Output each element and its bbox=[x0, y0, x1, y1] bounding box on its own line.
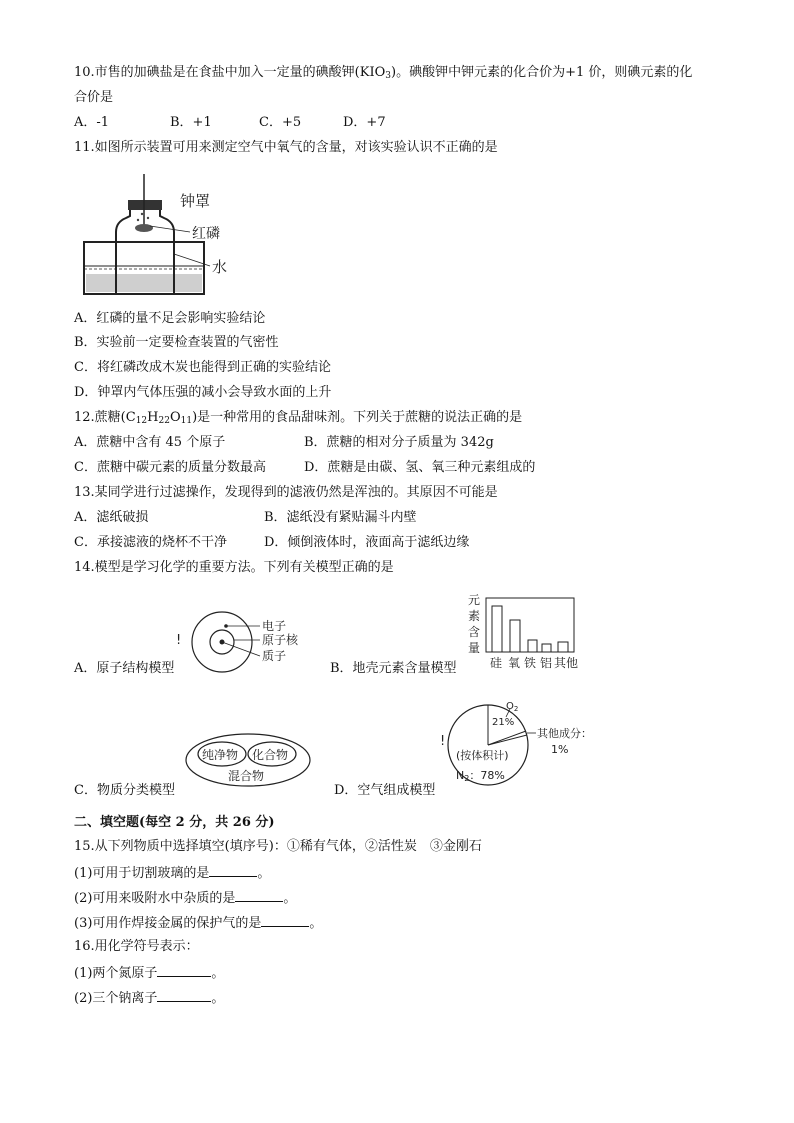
classification-model-figure bbox=[176, 730, 316, 790]
q11-option-d: D．钟罩内气体压强的减小会导致水面的上升 bbox=[74, 385, 332, 400]
q14-option-b: B．地壳元素含量模型 bbox=[330, 661, 457, 676]
electron-label: 电子 bbox=[262, 619, 287, 633]
q12-stem: 12.蔗糖$(C_{12}H_{22}O_{11})$是一种常用的食品甜味剂。下列关于蔗糖的说法正确的是 bbox=[74, 410, 523, 426]
o2-label: $O_2$ bbox=[506, 701, 519, 713]
svg-text:!: ! bbox=[176, 633, 182, 648]
proton-label: 质子 bbox=[262, 649, 287, 663]
q15-item-1: (1)可用于切割玻璃的是 。 bbox=[74, 863, 270, 883]
q13-option-d: D．倾倒液体时，液面高于滤纸边缘 bbox=[264, 535, 470, 550]
q14-option-c: C．物质分类模型 bbox=[74, 783, 175, 798]
q16-item-2: (2)三个钠离子 。 bbox=[74, 988, 224, 1008]
q14-option-d: D．空气组成模型 bbox=[334, 783, 436, 798]
o2-percent-label: 21% bbox=[492, 717, 515, 728]
q15-item-3: (3)可用作焊接金属的保护气的是 。 bbox=[74, 913, 322, 933]
q10-stem-line1: 10.市售的加碘盐是在食盐中加入一定量的碘酸钾$(KIO_3)$。碘酸钾中钾元素的化合价为+1 价，则碘元素的化 bbox=[74, 65, 693, 81]
q12-option-b: B．蔗糖的相对分子质量为 342g bbox=[304, 435, 494, 450]
air-composition-pie-figure bbox=[440, 695, 630, 790]
crust-cat-al: 铝 bbox=[540, 656, 553, 670]
q11-stem: 11.如图所示装置可用来测定空气中氧气的含量，对该实验认识不正确的是 bbox=[74, 140, 498, 155]
crust-ylabel-3: 含 bbox=[468, 625, 481, 639]
other-components-label: 其他成分： bbox=[537, 727, 592, 740]
svg-text:!: ! bbox=[440, 734, 446, 749]
n2-label: N2：78% bbox=[456, 769, 505, 783]
answer-blank[interactable] bbox=[235, 888, 283, 902]
crust-ylabel-4: 量 bbox=[468, 641, 481, 655]
q16-item-1: (1)两个氮原子 。 bbox=[74, 963, 224, 983]
crust-cat-o: 氧 bbox=[508, 656, 521, 670]
q12-option-d: D．蔗糖是由碳、氢、氧三种元素组成的 bbox=[304, 460, 536, 475]
q10-option-b: B．+1 bbox=[170, 115, 212, 130]
answer-blank[interactable] bbox=[209, 863, 257, 877]
q13-option-c: C．承接滤液的烧杯不干净 bbox=[74, 535, 227, 550]
other-components-percent: 1% bbox=[551, 743, 569, 756]
q11-option-c: C．将红磷改成木炭也能得到正确的实验结论 bbox=[74, 360, 331, 375]
q15-item-2: (2)可用来吸附水中杂质的是 。 bbox=[74, 888, 296, 908]
compound-label: 化合物 bbox=[252, 748, 289, 762]
answer-blank[interactable] bbox=[157, 963, 211, 977]
red-phosphorus-label: 红磷 bbox=[192, 226, 220, 242]
q10-stem-line2: 合价是 bbox=[74, 90, 114, 105]
section-2-title: 二、填空题(每空 2 分，共 26 分) bbox=[74, 815, 275, 830]
nucleus-label: 原子核 bbox=[262, 633, 299, 647]
q10-option-d: D．+7 bbox=[343, 115, 386, 130]
q16-stem: 16.用化学符号表示： bbox=[74, 939, 199, 954]
q11-option-a: A．红磷的量不足会影响实验结论 bbox=[74, 311, 266, 326]
crust-ylabel-2: 素 bbox=[468, 609, 481, 623]
crust-element-chart-figure bbox=[466, 592, 586, 672]
q11-option-b: B．实验前一定要检查装置的气密性 bbox=[74, 335, 279, 350]
crust-cat-si: 硅 bbox=[490, 656, 503, 670]
volume-basis-label: (按体积计) bbox=[456, 749, 509, 762]
bell-jar-apparatus-figure bbox=[80, 170, 240, 300]
q10-option-a: A．-1 bbox=[74, 115, 110, 130]
crust-cat-other: 其他 bbox=[554, 656, 579, 670]
q14-option-a: A．原子结构模型 bbox=[74, 661, 175, 676]
water-label: 水 bbox=[212, 258, 228, 276]
bell-jar-label: 钟罩 bbox=[180, 192, 211, 210]
q12-option-c: C．蔗糖中碳元素的质量分数最高 bbox=[74, 460, 266, 475]
q13-option-b: B．滤纸没有紧贴漏斗内壁 bbox=[264, 510, 417, 525]
q14-stem: 14.模型是学习化学的重要方法。下列有关模型正确的是 bbox=[74, 560, 394, 575]
q13-stem: 13.某同学进行过滤操作，发现得到的滤液仍然是浑浊的。其原因不可能是 bbox=[74, 485, 498, 500]
crust-ylabel-1: 元 bbox=[468, 593, 481, 607]
atom-structure-figure bbox=[176, 610, 316, 674]
q10-option-c: C．+5 bbox=[259, 115, 302, 130]
q13-option-a: A．滤纸破损 bbox=[74, 510, 149, 525]
answer-blank[interactable] bbox=[157, 988, 211, 1002]
q15-stem: 15.从下列物质中选择填空(填序号)：①稀有气体，②活性炭 ③金刚石 bbox=[74, 839, 482, 854]
answer-blank[interactable] bbox=[261, 913, 309, 927]
mixture-label: 混合物 bbox=[228, 769, 265, 783]
pure-substance-label: 纯净物 bbox=[202, 748, 239, 762]
q12-option-a: A．蔗糖中含有 45 个原子 bbox=[74, 435, 226, 450]
crust-cat-fe: 铁 bbox=[524, 656, 537, 670]
